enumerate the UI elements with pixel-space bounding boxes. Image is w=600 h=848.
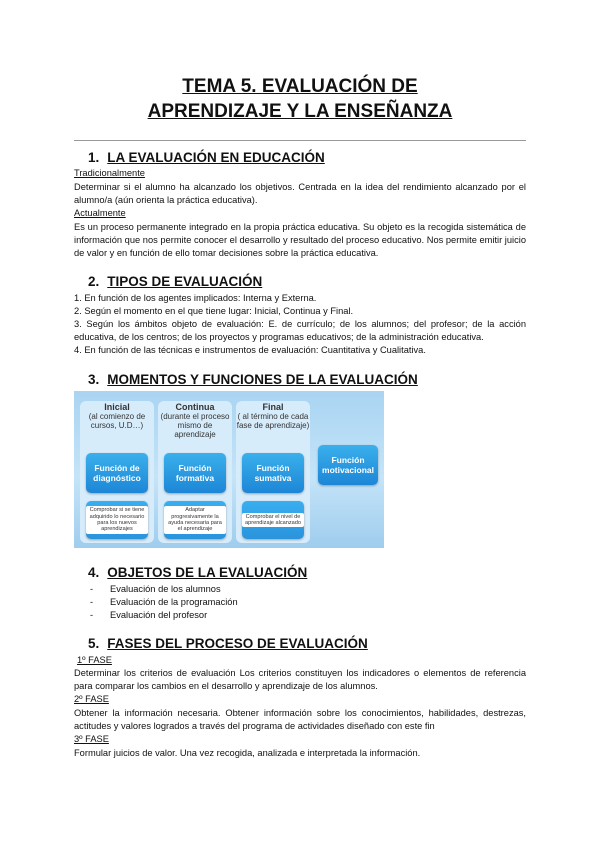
- section-4-number: 4.: [88, 565, 100, 580]
- column-header: [236, 403, 310, 430]
- column-subtitle: (al comienzo de cursos, U.D…): [88, 412, 146, 430]
- section-3-title: MOMENTOS Y FUNCIONES DE LA EVALUACIÓN: [107, 372, 418, 387]
- section-1-title: LA EVALUACIÓN EN EDUCACIÓN: [107, 150, 325, 165]
- section-4-heading: [88, 565, 307, 580]
- list-item: [90, 597, 238, 607]
- column-subtitle: (durante el proceso mismo de aprendizaje: [160, 412, 230, 439]
- paragraph-tradicionalmente: Determinar si el alumno ha alcanzado los objetivos. Centrada en la idea del rendimiento alcanzado por el alumno/a (aún orienta la práctica educativa).: [74, 182, 526, 206]
- page-title-line-2: APRENDIZAJE Y LA ENSEÑANZA: [147, 101, 453, 122]
- list-item: 4. En función de las técnicas e instrumentos de evaluación: Cuantitativa y Cualitativa.: [74, 345, 426, 355]
- column-header: [158, 403, 232, 439]
- bullet-dash: -: [90, 597, 94, 607]
- column-subtitle: ( al término de cada fase de aprendizaje): [236, 412, 310, 430]
- phase-1-text: Determinar los criterios de evaluación Los criterios constituyen los indicadores o elementos de referencia para comparar los cambios en el desarrollo y aprendizaje de los alumnos.: [74, 668, 526, 692]
- paragraph-actualmente: Es un proceso permanente integrado en la propia práctica educativa. Su objeto es la recogida sistemática de información que nos permite conocer el desarrollo y resultado del proceso educativo. Nos permite emitir juicio de valor y en función de ello tomar decisiones sobre la práctica educativa.: [74, 222, 526, 259]
- column-title: Continua: [175, 402, 215, 412]
- section-4-title: OBJETOS DE LA EVALUACIÓN: [107, 565, 308, 580]
- bullet-dash: -: [90, 584, 94, 594]
- column-final: [236, 401, 310, 543]
- column-continua: [158, 401, 232, 543]
- list-item: 3. Según los ámbitos objeto de evaluación: E. de currículo; de los alumnos; del profesor; de la acción educativa, de los centros; de los proyectos y programas educativos; de la administración educativa.: [74, 319, 526, 343]
- phase-3-label: 3º FASE: [74, 734, 109, 744]
- column-header: [80, 403, 154, 430]
- divider: [74, 140, 526, 141]
- column-title: Inicial: [104, 402, 130, 412]
- phase-3-text: Formular juicios de valor. Una vez recogida, analizada e interpretada la información.: [74, 748, 421, 758]
- phase-2-label: 2º FASE: [74, 694, 109, 704]
- evaluation-moments-diagram: [74, 391, 384, 548]
- description-text: Adaptar progresivamente la ayuda necesaria para el aprendizaje: [164, 506, 226, 534]
- description-box: [86, 501, 148, 539]
- function-box-motivacional: Función motivacional: [318, 445, 378, 485]
- description-box: [164, 501, 226, 539]
- function-box-diagnostico: Función de diagnóstico: [86, 453, 148, 493]
- subheading-tradicionalmente: Tradicionalmente: [74, 168, 145, 178]
- bullet-dash: -: [90, 610, 94, 620]
- description-text: Comprobar si se tiene adquirido lo necesario para los nuevos aprendizajes: [86, 506, 148, 534]
- list-item-text: Evaluación de la programación: [110, 597, 238, 607]
- function-box-sumativa: Función sumativa: [242, 453, 304, 493]
- list-item-text: Evaluación de los alumnos: [110, 584, 221, 594]
- list-item: 1. En función de los agentes implicados: Interna y Externa.: [74, 293, 317, 303]
- section-2-title: TIPOS DE EVALUACIÓN: [107, 274, 263, 289]
- phase-1-label: 1º FASE: [77, 655, 112, 665]
- section-5-title: FASES DEL PROCESO DE EVALUACIÓN: [107, 636, 368, 651]
- list-item: 2. Según el momento en el que tiene lugar: Inicial, Continua y Final.: [74, 306, 354, 316]
- description-text: Comprobar el nivel de aprendizaje alcanzado: [242, 513, 304, 528]
- function-box-formativa: Función formativa: [164, 453, 226, 493]
- section-3-number: 3.: [88, 372, 100, 387]
- section-3-heading: [88, 372, 418, 387]
- section-2-heading: [88, 274, 262, 289]
- list-item: [90, 584, 221, 594]
- section-2-number: 2.: [88, 274, 100, 289]
- description-box: [242, 501, 304, 539]
- list-item: [90, 610, 207, 620]
- phase-2-text: Obtener la información necesaria. Obtener información sobre los conocimientos, habilidades, destrezas, actitudes y valores logrados a través del programa de actividades diseñado con este fin: [74, 708, 526, 732]
- page-title-line-1: TEMA 5. EVALUACIÓN DE: [182, 76, 418, 97]
- column-title: Final: [262, 402, 284, 412]
- section-1-number: 1.: [88, 150, 100, 165]
- subheading-actualmente: Actualmente: [74, 208, 126, 218]
- section-5-heading: [88, 636, 368, 651]
- section-5-number: 5.: [88, 636, 100, 651]
- section-1-heading: [88, 150, 325, 165]
- column-inicial: [80, 401, 154, 543]
- list-item-text: Evaluación del profesor: [110, 610, 208, 620]
